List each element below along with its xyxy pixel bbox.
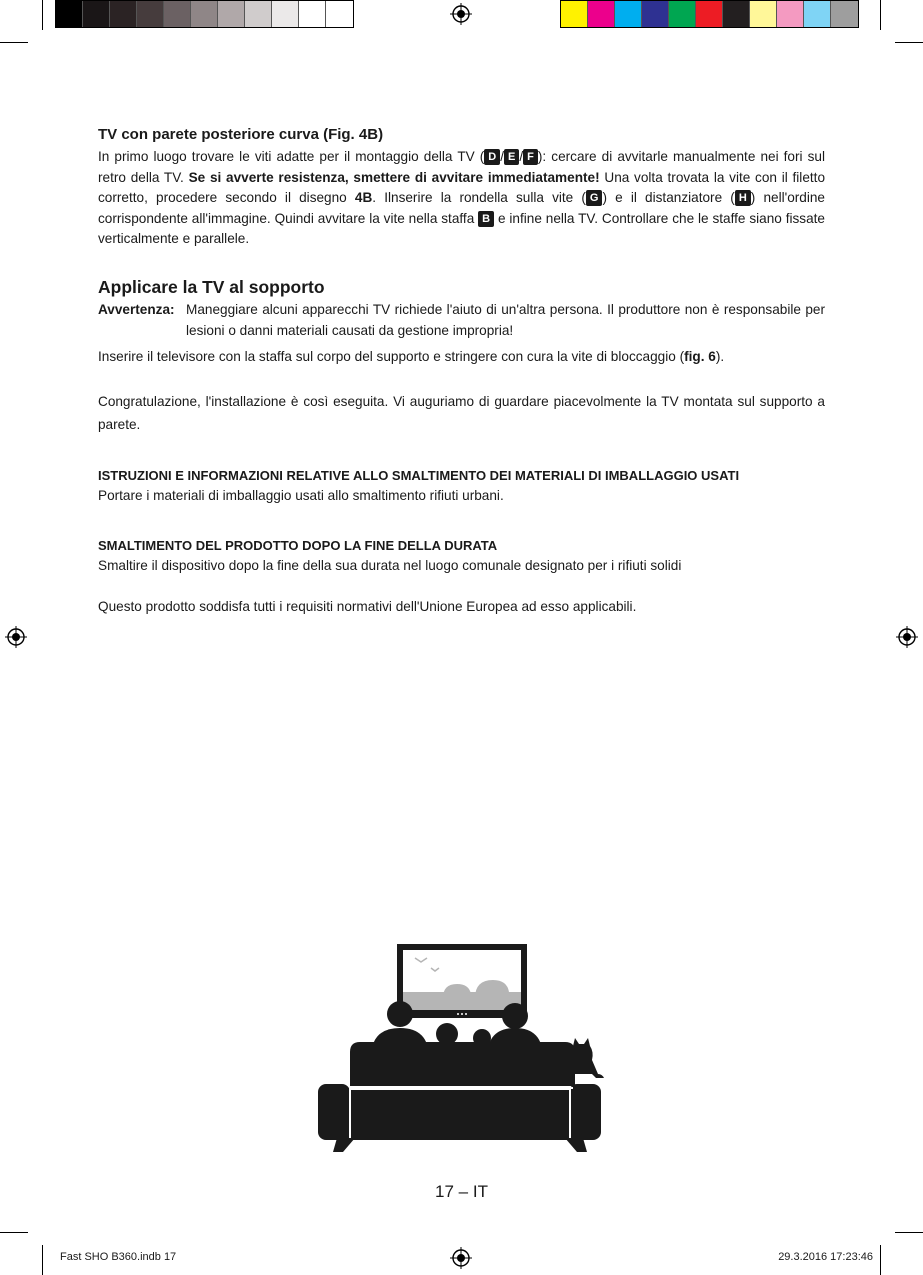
part-label-e: E [504, 149, 519, 165]
crop-mark [880, 1245, 881, 1275]
crop-mark [895, 42, 923, 43]
sofa-icon [350, 1042, 575, 1086]
color-swatch [750, 1, 777, 27]
footer-timestamp: 29.3.2016 17:23:46 [778, 1251, 873, 1263]
color-swatch [164, 1, 191, 27]
color-swatch [56, 1, 83, 27]
crop-mark [0, 42, 28, 43]
page-number: 17 – IT [435, 1182, 488, 1201]
crop-mark [880, 0, 881, 30]
warning-text: Maneggiare alcuni apparecchi TV richiede l'aiuto di un'altra persona. Il produttore non è responsabile per lesioni o danni materiali causati da gestione impropria! [186, 302, 825, 338]
congrats-paragraph: Congratulazione, l'installazione è così eseguita. Vi auguriamo di guardare piacevolmente la TV montata sul supporto a parete. [98, 393, 825, 432]
section-title: ISTRUZIONI E INFORMAZIONI RELATIVE ALLO SMALTIMENTO DEI MATERIALI DI IMBALLAGGIO USATI [98, 468, 740, 483]
sofa-leg [333, 1138, 355, 1152]
section-product-disposal [98, 536, 825, 617]
section-apply-tv [98, 276, 825, 436]
part-label-b: B [478, 211, 494, 227]
section-paragraph: Smaltire il dispositivo dopo la fine della sua durata nel luogo comunale designato per i rifiuti solidi [98, 558, 682, 573]
section-packaging-disposal [98, 466, 825, 507]
warning-block [98, 300, 825, 341]
person-head-icon [502, 1003, 528, 1029]
warning-label: Avvertenza: [98, 302, 175, 317]
color-swatch [804, 1, 831, 27]
color-swatch [110, 1, 137, 27]
color-swatch [245, 1, 272, 27]
sofa-arm-right [569, 1084, 601, 1140]
section-curved-back-tv [98, 125, 825, 250]
registration-mark-icon [450, 1247, 472, 1269]
color-swatch [272, 1, 299, 27]
color-swatch [831, 1, 858, 27]
registration-mark-icon [896, 626, 918, 648]
cat-icon [571, 1038, 604, 1078]
registration-mark-icon [5, 626, 27, 648]
color-swatch [669, 1, 696, 27]
section-title: SMALTIMENTO DEL PRODOTTO DOPO LA FINE DELLA DURATA [98, 538, 498, 553]
section-paragraph: Inserire il televisore con la staffa sul corpo del supporto e stringere con cura la vite di bloccaggio (fig. 6). [98, 349, 725, 364]
color-swatch [723, 1, 750, 27]
section-paragraph: Portare i materiali di imballaggio usati allo smaltimento rifiuti urbani. [98, 488, 504, 503]
sofa-seat [347, 1090, 573, 1140]
color-bar [560, 0, 859, 28]
color-swatch [83, 1, 110, 27]
section-paragraph: In primo luogo trovare le viti adatte per il montaggio della TV ( D / E / F ): cercare di avvitarle manualmente nei fori sul retro della TV. Se si avverte resistenza, smettere di avvitare immediatamente! Una volta trovata la vite con il filetto corretto, procedere secondo il disegno 4B. Ilnserire la rondella sulla vite ( G ) e il distanziatore ( H ) nell'ordine corrispondente all'immagine. Quindi avvitare la vite nella staffa B e infine nella TV. Controllare che le staffe siano fissate verticalmente e parallele. [98, 149, 826, 246]
sofa-arm-left [318, 1084, 350, 1140]
color-swatch [326, 1, 353, 27]
family-watching-tv-illustration [315, 940, 607, 1155]
section-title: TV con parete posteriore curva (Fig. 4B) [98, 126, 384, 143]
crop-mark [42, 1245, 43, 1275]
crop-mark [0, 1232, 28, 1233]
person-head-icon [436, 1023, 458, 1045]
section-title: Applicare la TV al sopporto [98, 277, 325, 297]
color-swatch [299, 1, 326, 27]
crop-mark [42, 0, 43, 30]
color-swatch [615, 1, 642, 27]
footer-file-info: Fast SHO B360.indb 17 [60, 1251, 177, 1263]
color-swatch [642, 1, 669, 27]
color-swatch [777, 1, 804, 27]
compliance-paragraph: Questo prodotto soddisfa tutti i requisiti normativi dell'Unione Europea ad esso applicabili. [98, 598, 637, 614]
part-label-h: H [735, 190, 751, 206]
color-swatch [588, 1, 615, 27]
person-head-icon [387, 1001, 413, 1027]
registration-mark-icon [450, 3, 472, 25]
crop-mark [895, 1232, 923, 1233]
sofa-leg [565, 1138, 587, 1152]
color-swatch [137, 1, 164, 27]
color-swatch [191, 1, 218, 27]
part-label-g: G [586, 190, 603, 206]
part-label-d: D [484, 149, 500, 165]
color-swatch [561, 1, 588, 27]
color-swatch [218, 1, 245, 27]
gray-color-bar [55, 0, 354, 28]
part-label-f: F [523, 149, 538, 165]
color-swatch [696, 1, 723, 27]
